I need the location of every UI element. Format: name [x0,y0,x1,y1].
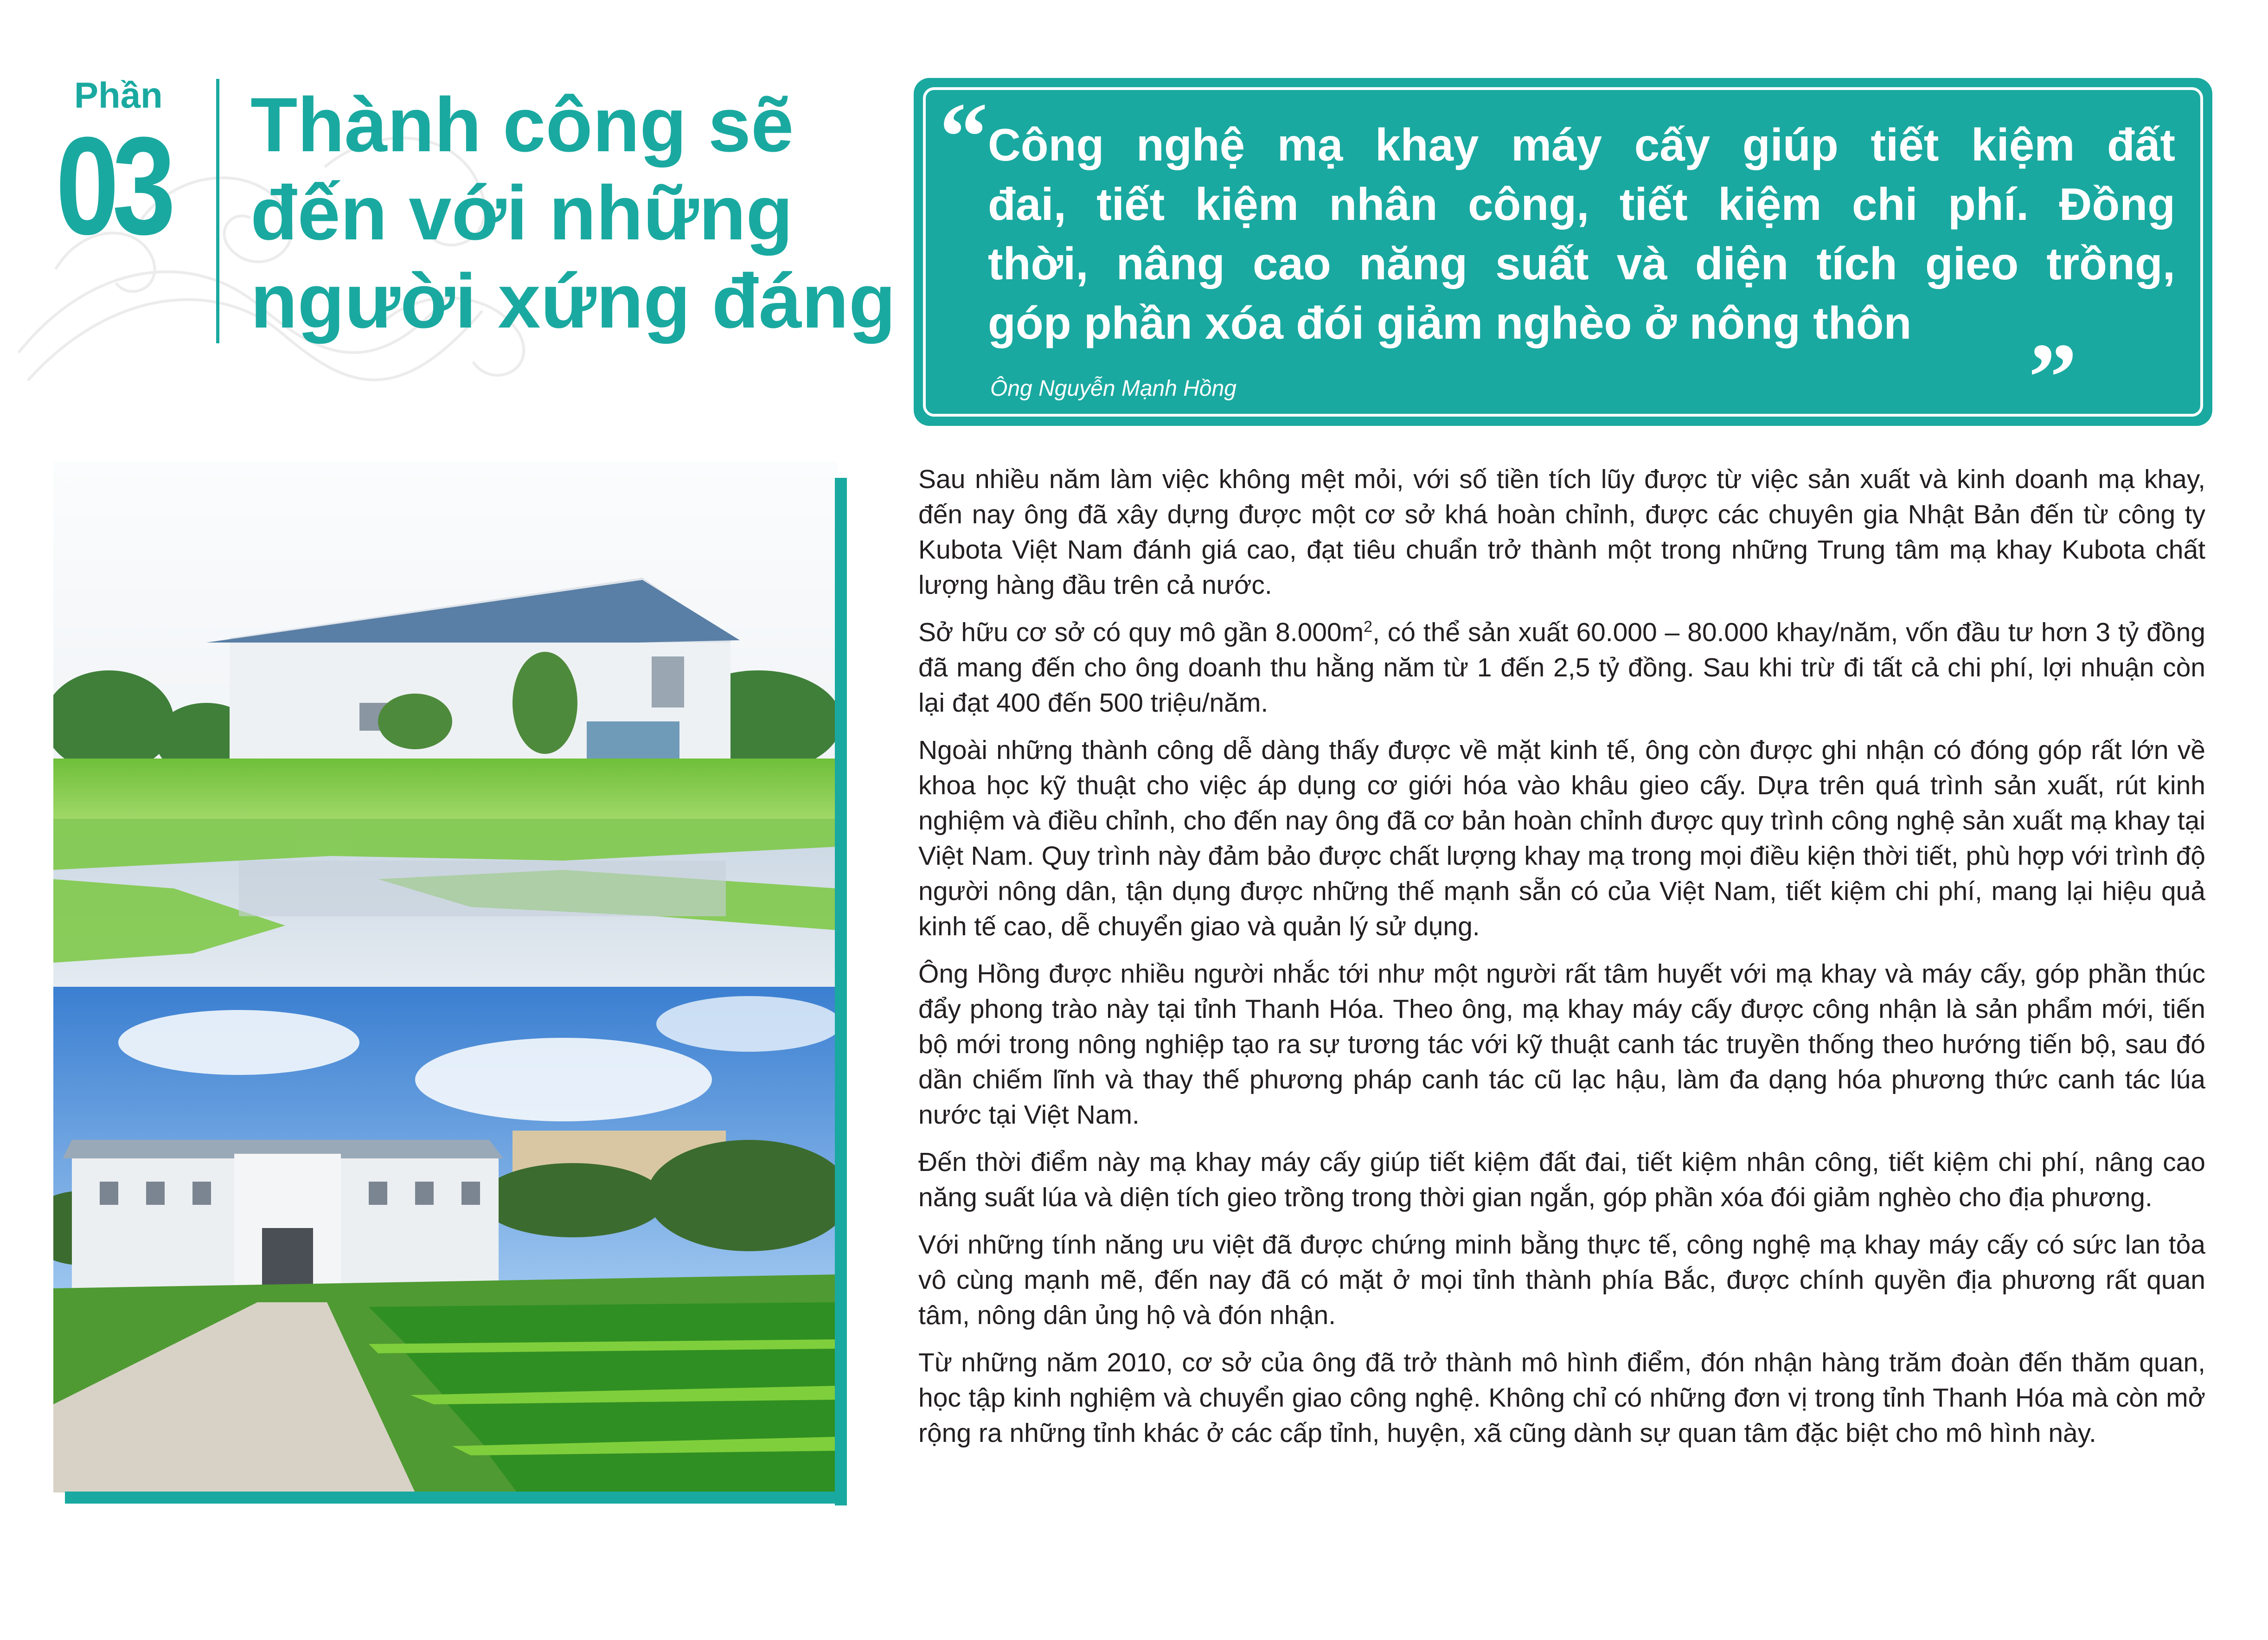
page-title-line: người xứng đáng [250,258,896,344]
page-title-line: Thành công sẽ [250,82,794,168]
section-divider [216,79,219,343]
page-title-line: đến với những [250,170,793,256]
article-paragraph: Ông Hồng được nhiều người nhắc tới như một người rất tâm huyết với mạ khay và máy cấy, góp phần thúc đẩy phong trào này tại tỉnh Thanh Hóa. Theo ông, mạ khay máy cấy được công nhận là sản phẩm mới, tiến bộ mới trong nông nghiệp tạo ra sự tương tác với kỹ thuật canh tác truyền thống theo hướng tiến bộ, sau đó dần chiếm lĩnh và thay thế phương pháp canh tác cũ lạc hậu, làm đa dạng hóa phương thức canh tác lúa nước tại Việt Nam. [918,959,2205,1130]
article-paragraph: Sau nhiều năm làm việc không mệt mỏi, với số tiền tích lũy được từ việc sản xuất và kinh doanh mạ khay, đến nay ông đã xây dựng được một cơ sở khá hoàn chỉnh, được các chuyên gia Nhật Bản đến từ công ty Kubota Việt Nam đánh giá cao, đạt tiêu chuẩn trở thành một trong những Trung tâm mạ khay Kubota chất lượng hàng đầu trên cả nước. [918,464,2205,600]
pull-quote-line: đai, tiết kiệm nhân công, tiết kiệm chi phí. Đồng [988,179,2175,230]
article-paragraph: Đến thời điểm này mạ khay máy cấy giúp tiết kiệm đất đai, tiết kiệm nhân công, tiết kiệm chi phí, nâng cao năng suất lúa và diện tích gieo trồng trong thời gian ngắn, góp phần xóa đói giảm nghèo cho địa phương. [918,1147,2205,1212]
superscript: 2 [1364,618,1373,636]
open-quote-icon: “ [939,83,988,191]
pull-quote-line: thời, nâng cao năng suất và diện tích gieo trồng, [988,238,2175,289]
close-quote-icon: „ [2029,273,2078,381]
article-paragraph: Từ những năm 2010, cơ sở của ông đã trở thành mô hình điểm, đón nhận hàng trăm đoàn đến thăm quan, học tập kinh nghiệm và chuyển giao công nghệ. Không chỉ có những đơn vị trong tỉnh Thanh Hóa mà còn mở rộng ra những tỉnh khác ở các cấp tỉnh, huyện, xã cũng dành sự quan tâm đặc biệt cho mô hình này. [918,1348,2205,1448]
quote-author: Ông Nguyễn Mạnh Hồng [990,376,1237,401]
page-title [250,81,900,346]
article-paragraph [918,615,2205,720]
seedling-trays-photo [53,987,837,1492]
article-body [918,462,2205,1463]
photo-frame-right [835,478,847,1505]
section-number: 03 [56,108,169,264]
pull-quote-line: Công nghệ mạ khay máy cấy giúp tiết kiệm đất [988,119,2175,170]
article-text: Sở hữu cơ sở có quy mô gần 8.000m [918,617,1364,647]
section-prefix: Phần [74,75,163,116]
article-paragraph: Ngoài những thành công dễ dàng thấy được về mặt kinh tế, ông còn được ghi nhận có đóng góp rất lớn về khoa học kỹ thuật cho việc áp dụng cơ giới hóa vào khâu gieo cấy. Dựa trên quá trình sản xuất, rút kinh nghiệm và điều chỉnh, cho đến nay ông đã cơ bản hoàn chỉnh được quy trình công nghệ sản xuất mạ khay tại Việt Nam. Quy trình này đảm bảo được chất lượng khay mạ trong mọi điều kiện thời tiết, phù hợp với trình độ người nông dân, tận dụng được những thế mạnh sẵn có của Việt Nam, tiết kiệm chi phí, mang lại hiệu quả kinh tế cao, dễ chuyển giao và quản lý sử dụng. [918,735,2205,941]
pull-quote-text [988,115,2175,353]
photo-frame-bottom [65,1492,847,1504]
article-paragraph: Với những tính năng ưu việt đã được chứng minh bằng thực tế, công nghệ mạ khay máy cấy có sức lan tỏa vô cùng mạnh mẽ, đến nay đã có mặt ở mọi tỉnh thành phía Bắc, được chính quyền địa phương rất quan tâm, nông dân ủng hộ và đón nhận. [918,1230,2205,1330]
pull-quote-line: góp phần xóa đói giảm nghèo ở nông thôn [988,297,1912,348]
farm-building-photo [53,462,837,987]
article-text: , có thể sản xuất 60.000 – 80.000 khay/năm, vốn đầu tư hơn 3 tỷ đồng đã mang đến cho ông doanh thu hằng năm từ 1 đến 2,5 tỷ đồng. Sau khi trừ đi tất cả chi phí, lợi nhuận còn lại đạt 400 đến 500 triệu/năm. [918,617,2205,718]
